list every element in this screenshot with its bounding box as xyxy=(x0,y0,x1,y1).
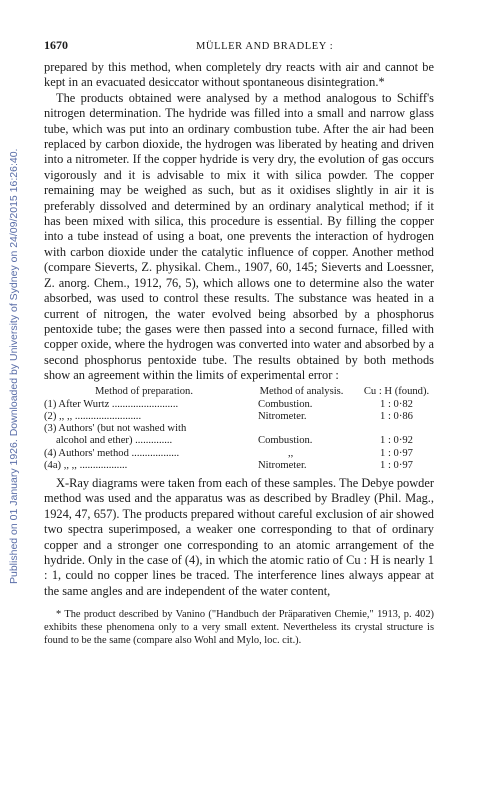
download-watermark xyxy=(8,84,20,584)
preparation-cell: (1) After Wurtz ......................... xyxy=(44,398,179,410)
journal-page xyxy=(44,38,434,648)
table-row xyxy=(44,399,434,411)
preparation-cell: (2) ,, ,, ......................... xyxy=(44,410,142,422)
analysis-cell: ,, xyxy=(288,447,294,459)
column-header-analysis: Method of analysis. xyxy=(259,385,344,397)
preparation-cell: alcohol and ether) .............. xyxy=(56,435,173,447)
running-title: MÜLLER AND BRADLEY : xyxy=(196,41,334,52)
download-watermark-text: Published on 01 January 1926. Downloaded by University of Sydney on 24/09/2015 16:26:40. xyxy=(8,148,20,584)
table-row xyxy=(44,435,434,447)
preparation-cell: (4a) ,, ,, .................. xyxy=(44,459,128,471)
paragraph-3: X-Ray diagrams were taken from each of these samples. The Debye powder method was used and the apparatus was as described by Bradley (Phil. Mag., 1924, 47, 657). The products prepared without careful exclusion of air showed two spectra superimposed, a weaker one corresponding to that of ordinary copper and a stronger one corresponding to an atomic arrangement of the hydride. Only in the case of (4), in which the atomic ratio of Cu : H is nearly 1 : 1, could no copper lines be traced. The interference lines always appear at the same angles and are independent of the water content, xyxy=(44,475,434,598)
analysis-cell: Combustion. xyxy=(258,398,313,410)
preparation-cell: (4) Authors' method .................. xyxy=(44,447,180,459)
analysis-cell: Nitrometer. xyxy=(258,459,307,471)
page-number: 1670 xyxy=(44,38,68,52)
analysis-cell: Combustion. xyxy=(258,435,313,447)
footnote: * The product described by Vanino ("Handbuch der Präparativen Chemie," 1913, p. 402) exhibits these phenomena only to a very small extent. Nevertheless its crystal structure is found to be the same (compare also Wohl and Mylo, loc. cit.). xyxy=(44,609,434,646)
ratio-cell: 1 : 0·92 xyxy=(380,435,413,447)
table-row xyxy=(44,411,434,423)
column-header-preparation: Method of preparation. xyxy=(95,385,193,397)
table-row xyxy=(44,460,434,472)
analysis-results-table xyxy=(44,386,434,472)
table-header-row xyxy=(44,386,434,399)
paragraph-2: The products obtained were analysed by a method analogous to Schiff's nitrogen determination. The hydride was filled into a small and narrow glass tube, which was put into an ordinary combustion tube. After the air had been replaced by carbon dioxide, the hydrogen was liberated by heating and driven into a nitrometer. If the copper hydride is very dry, the evolution of gas occurs vigorously and it is advisable to mix it with silica powder. The copper remaining may be weighed as such, but as it oxidises slightly in air it is preferably dissolved and determined by an ordinary analytical method; if it has been mixed with silica, this procedure is essential. By filling the copper into a tube instead of using a boat, one prevents the interaction of hydrogen with carbon dioxide under the catalytic influence of copper. Another method (compare Sieverts, Z. physikal. Chem., 1907, 60, 145; Sieverts and Loessner, Z. anorg. Chem., 1912, 76, 5), which allows one to determine also the water absorbed, was used to control these results. The substance was heated in a current of nitrogen, the water evolved being absorbed by a phosphorus pentoxide tube; the gases were then passed into a second furnace, filled with copper oxide, where the hydrogen was converted into water and absorbed by a second phosphorus pentoxide tube. The results obtained by both methods show an agreement within the limits of experimental error : xyxy=(44,90,434,383)
running-header xyxy=(44,38,434,60)
column-header-ratio: Cu : H (found). xyxy=(363,385,430,397)
paragraph-1: prepared by this method, when completely dry reacts with air and cannot be kept in an evacuated desiccator without spontaneous disintegration.* xyxy=(44,60,434,90)
table-row xyxy=(44,423,434,435)
ratio-cell: 1 : 0·86 xyxy=(380,410,413,422)
ratio-cell: 1 : 0·82 xyxy=(380,398,413,410)
preparation-cell: (3) Authors' (but not washed with xyxy=(44,423,187,435)
ratio-cell: 1 : 0·97 xyxy=(380,459,413,471)
ratio-cell: 1 : 0·97 xyxy=(380,447,413,459)
analysis-cell: Nitrometer. xyxy=(258,410,307,422)
table-row xyxy=(44,448,434,460)
